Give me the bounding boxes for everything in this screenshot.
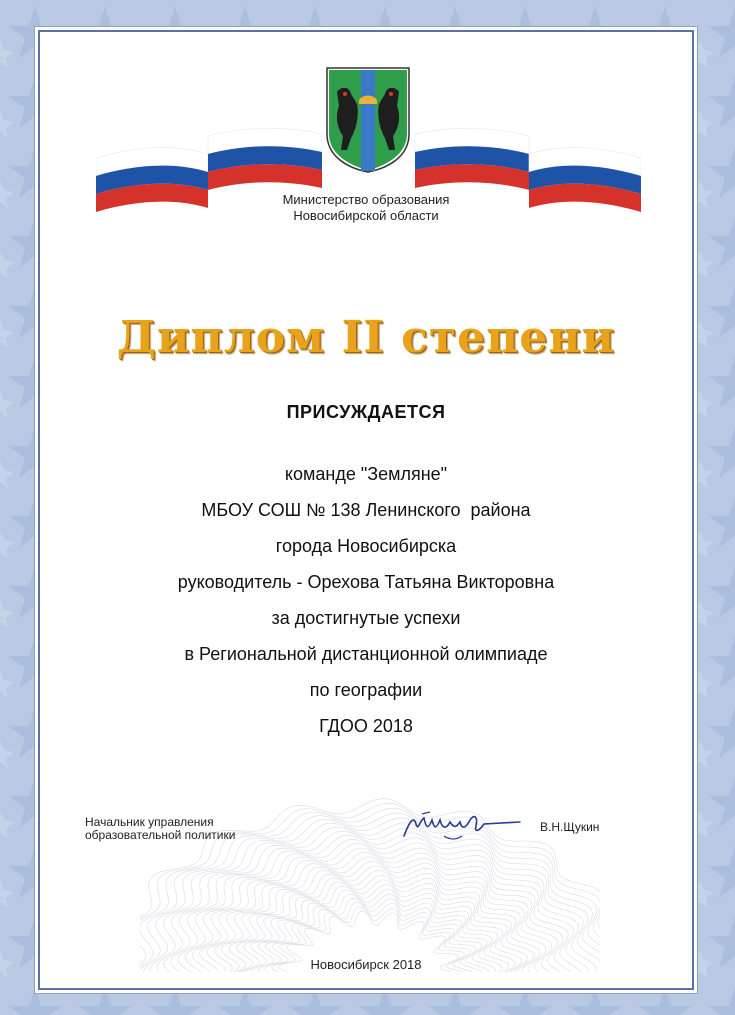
handwritten-signature-icon: [400, 806, 525, 846]
novosibirsk-coat-of-arms-icon: [323, 64, 413, 174]
city-year: Новосибирск 2018: [310, 957, 422, 972]
guilloche-rosette: [140, 772, 600, 982]
award-line: руководитель - Орехова Татьяна Викторовна: [177, 572, 555, 592]
award-line: в Региональной дистанционной олимпиаде: [184, 644, 548, 664]
diploma-title: Диплом II степени: [116, 312, 616, 363]
issuer-name: [40, 192, 692, 224]
award-line: ГДОО 2018: [319, 716, 413, 736]
award-line: города Новосибирска: [275, 536, 457, 556]
diploma-sheet: [38, 30, 694, 990]
signatory-name: В.Н.Щукин: [540, 820, 600, 834]
issuer-line-1: Министерство образования: [282, 192, 450, 207]
awarded-heading: ПРИСУЖДАЕТСЯ: [286, 402, 446, 422]
signatory-position-line-1: Начальник управления: [85, 815, 214, 829]
award-line: за достигнутые успехи: [271, 608, 461, 628]
signatory-position-line-2: образовательной политики: [85, 828, 236, 842]
award-line: команде "Земляне": [284, 464, 448, 484]
award-line: МБОУ СОШ № 138 Ленинского района: [201, 500, 531, 520]
signatory-position: [85, 816, 235, 842]
award-text: [40, 456, 692, 744]
issuer-line-2: Новосибирской области: [293, 208, 439, 223]
award-line: по географии: [309, 680, 423, 700]
